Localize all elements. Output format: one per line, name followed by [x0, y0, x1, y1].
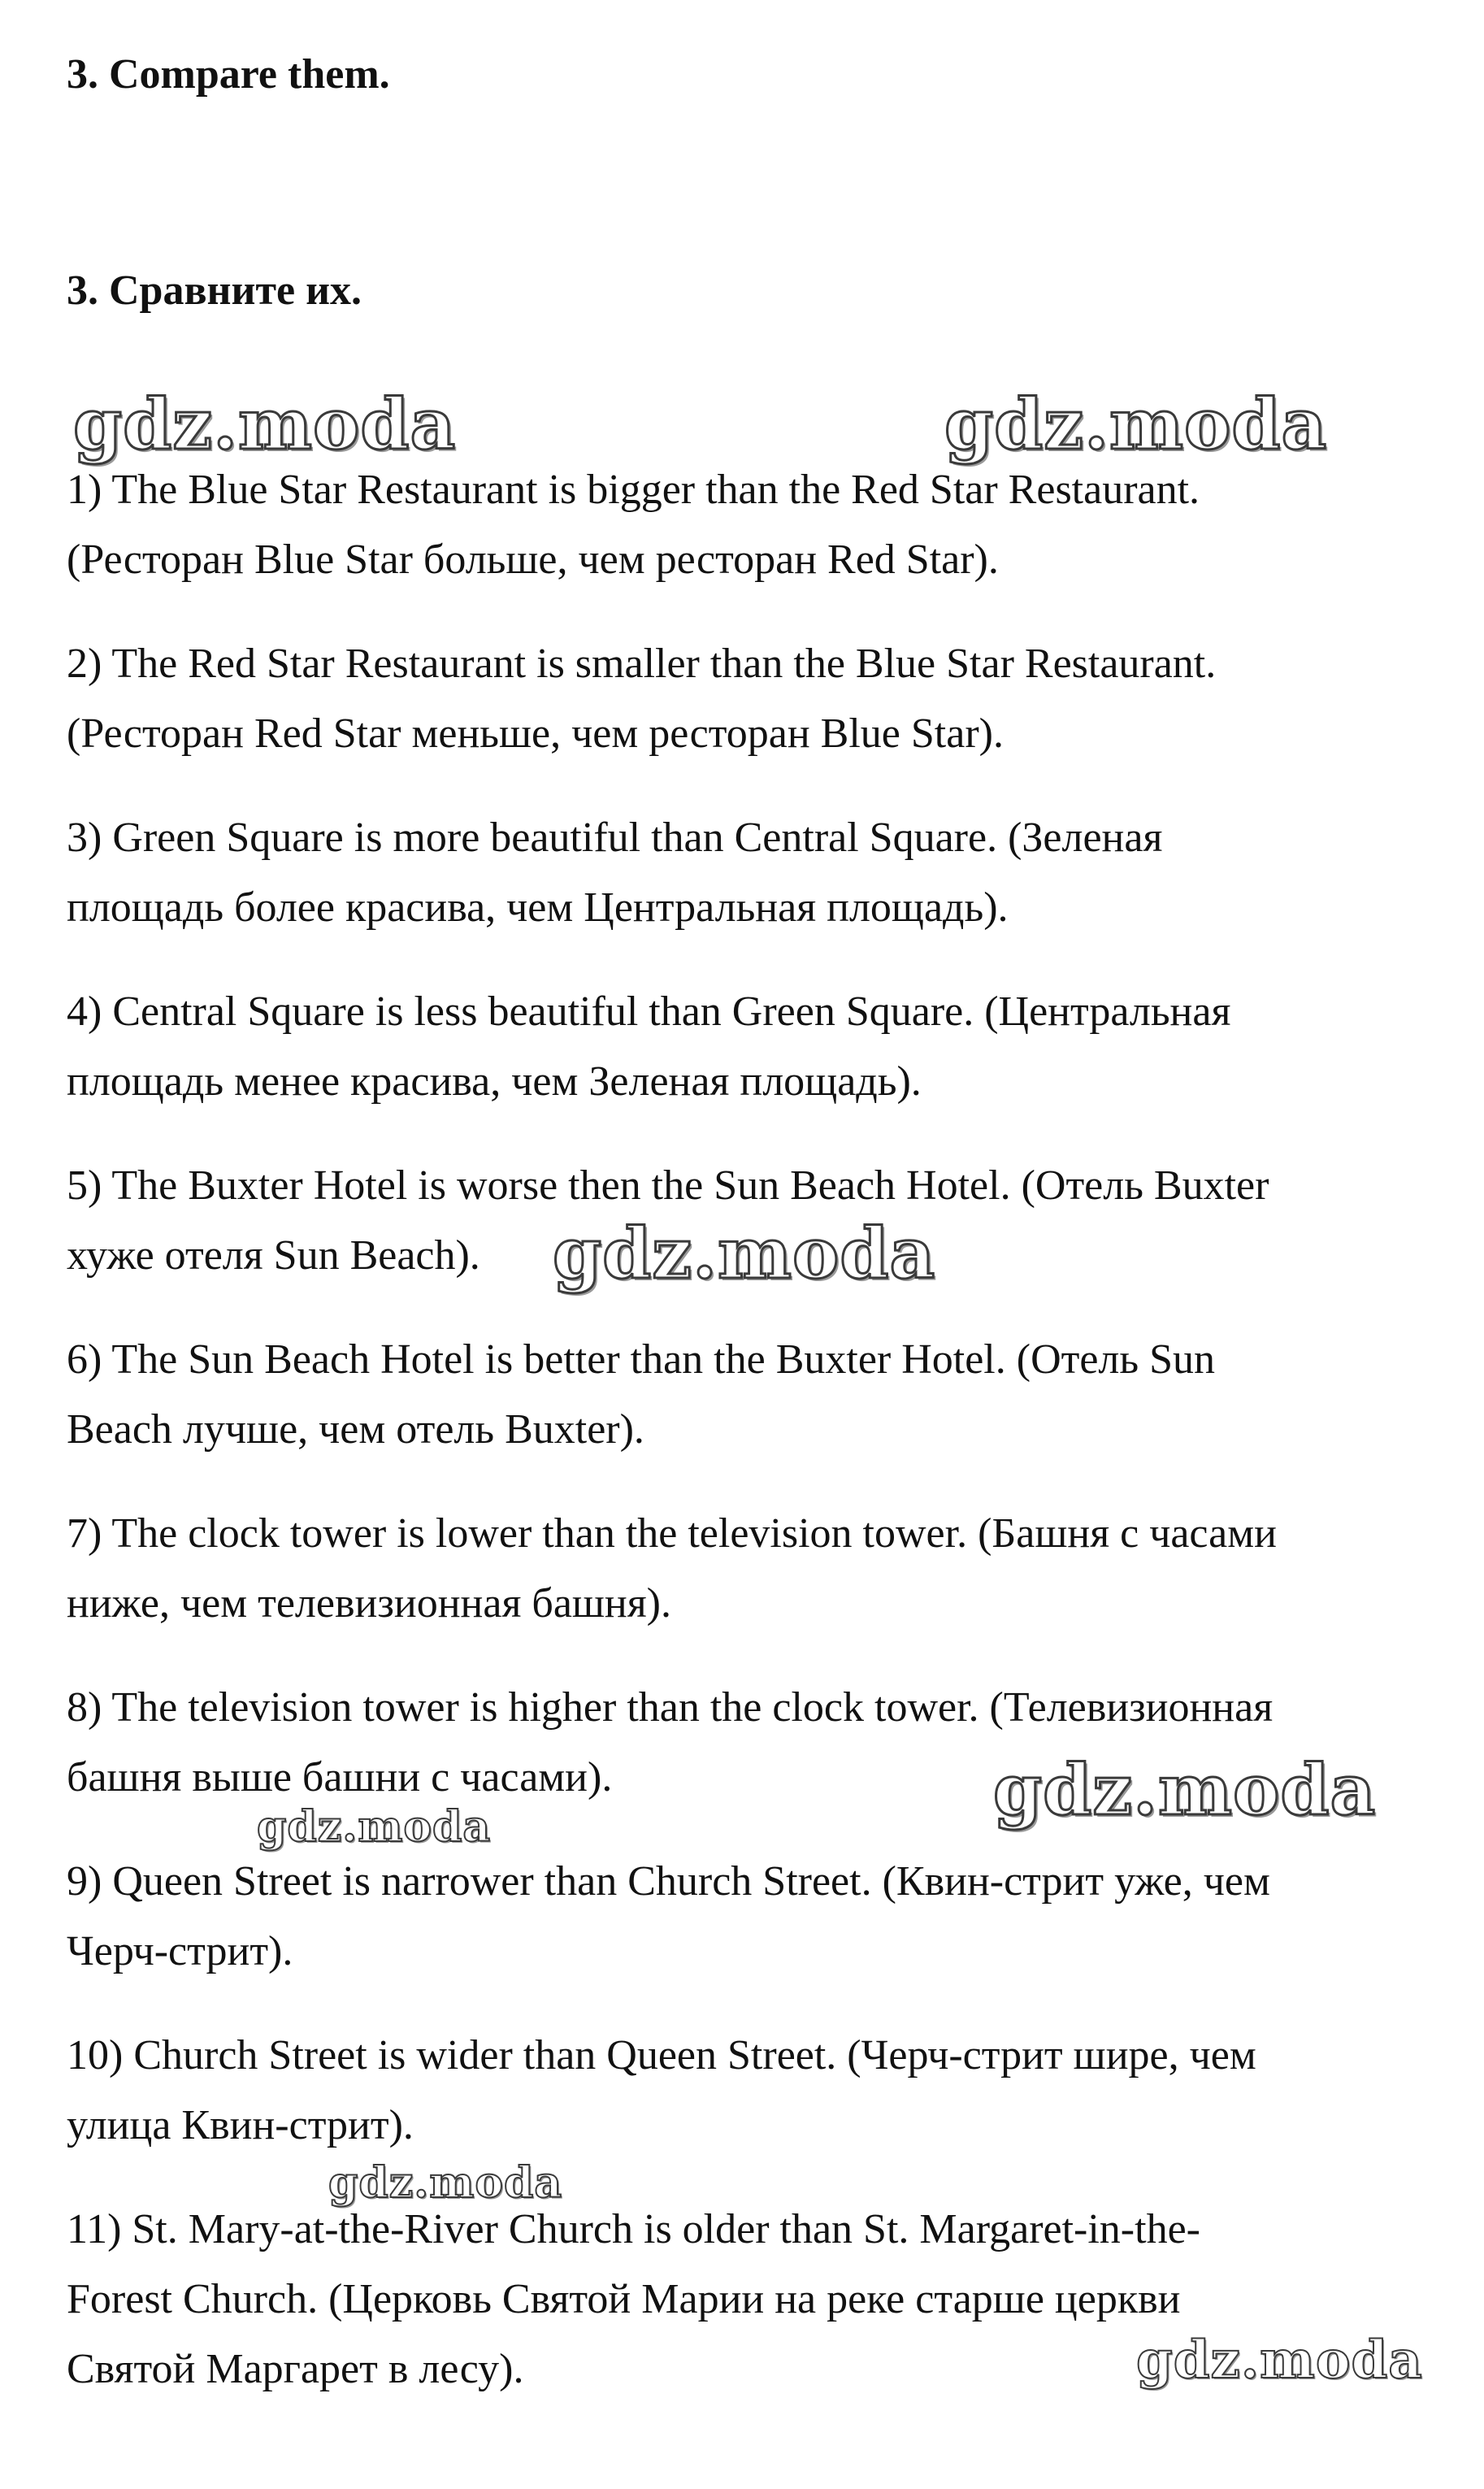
answer-item-4 — [67, 977, 1448, 1117]
answer-line: площадь более красива, чем Центральная площадь). — [67, 884, 1009, 931]
watermark-logo: gdz.moda — [73, 384, 457, 466]
answer-line: 1) The Blue Star Restaurant is bigger than the Red Star Restaurant. — [67, 467, 1200, 513]
answer-item-10 — [67, 2021, 1448, 2161]
answer-line: Черч-стрит). — [67, 1928, 293, 1974]
answer-line: 9) Queen Street is narrower than Church Street. (Квин-стрит уже, чем — [67, 1858, 1270, 1905]
answer-item-2 — [67, 629, 1448, 769]
answer-line: 6) The Sun Beach Hotel is better than the Buxter Hotel. (Отель Sun — [67, 1336, 1216, 1383]
heading-english: 3. Compare them. — [67, 51, 390, 98]
answer-item-1 — [67, 455, 1448, 595]
answer-line: башня выше башни с часами). — [67, 1754, 613, 1801]
answer-item-9 — [67, 1847, 1448, 1987]
answer-line: хуже отеля Sun Beach). — [67, 1232, 480, 1279]
watermark-logo: gdz.moda — [1136, 2330, 1423, 2391]
answer-line: 4) Central Square is less beautiful than Green Square. (Центральная — [67, 988, 1231, 1035]
answer-item-6 — [67, 1325, 1448, 1465]
answer-line: 5) The Buxter Hotel is worse then the Sun Beach Hotel. (Отель Buxter — [67, 1162, 1269, 1209]
watermark-logo: gdz.moda — [257, 1802, 492, 1852]
answer-line: 10) Church Street is wider than Queen Street. (Черч-стрит шире, чем — [67, 2032, 1256, 2079]
answer-line: площадь менее красива, чем Зеленая площадь). — [67, 1058, 922, 1105]
answer-line: (Ресторан Blue Star больше, чем ресторан Red Star). — [67, 536, 999, 583]
answer-line: Beach лучше, чем отель Buxter). — [67, 1406, 644, 1453]
answer-line: ниже, чем телевизионная башня). — [67, 1580, 671, 1627]
answer-line: 3) Green Square is more beautiful than Central Square. (Зеленая — [67, 814, 1163, 861]
answer-line: 8) The television tower is higher than the clock tower. (Телевизионная — [67, 1684, 1274, 1731]
answer-line: 7) The clock tower is lower than the television tower. (Башня с часами — [67, 1510, 1277, 1557]
answer-item-3 — [67, 803, 1448, 943]
answer-line: Forest Church. (Церковь Святой Марии на реке старше церкви — [67, 2276, 1181, 2322]
answer-line: Святой Маргарет в лесу). — [67, 2346, 524, 2392]
watermark-logo: gdz.moda — [944, 384, 1328, 466]
watermark-logo: gdz.moda — [993, 1749, 1377, 1831]
answer-line: 11) St. Mary-at-the-River Church is older than St. Margaret-in-the- — [67, 2206, 1200, 2252]
watermark-logo: gdz.moda — [553, 1213, 936, 1295]
answer-line: улица Квин-стрит). — [67, 2102, 414, 2148]
answer-line: (Ресторан Red Star меньше, чем ресторан Blue Star). — [67, 710, 1004, 757]
heading-russian: 3. Сравните их. — [67, 267, 362, 314]
answer-item-7 — [67, 1499, 1448, 1639]
watermark-logo: gdz.moda — [328, 2158, 563, 2208]
answer-line: 2) The Red Star Restaurant is smaller than the Blue Star Restaurant. — [67, 641, 1217, 687]
